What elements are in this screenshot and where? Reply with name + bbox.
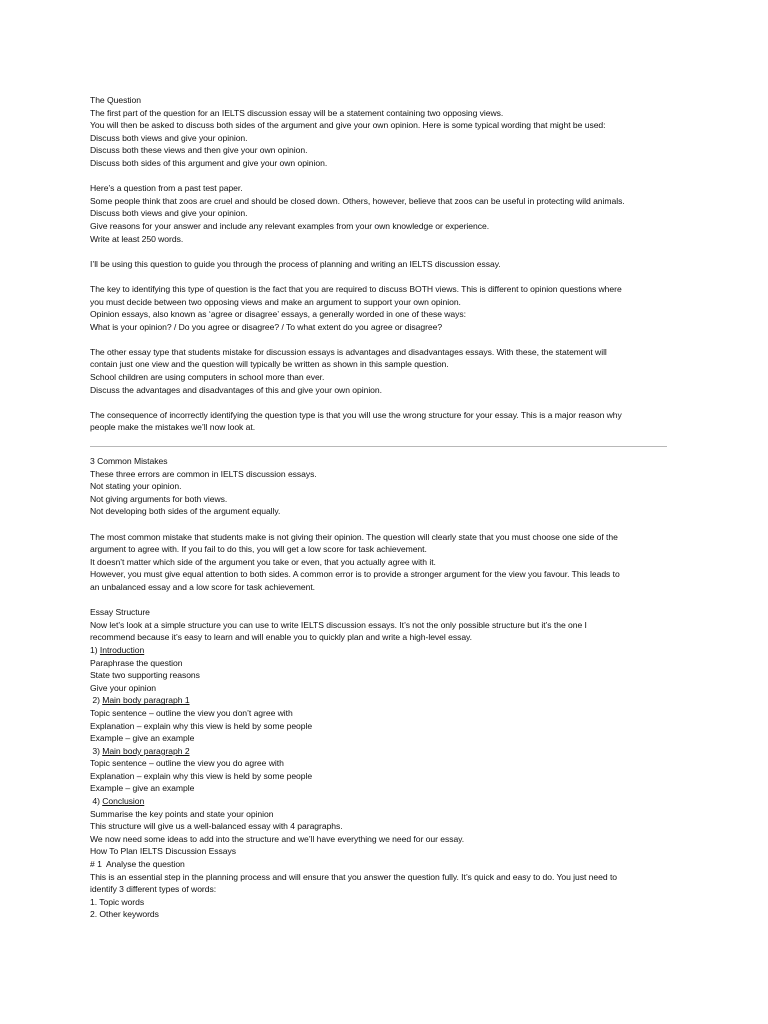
text-line: people make the mistakes we’ll now look at. [90, 422, 256, 433]
section-question [90, 94, 680, 170]
list-item: Example – give an example [90, 783, 195, 794]
structure-part-heading [90, 795, 680, 808]
part-title: Introduction [99, 644, 145, 655]
section-plan [90, 845, 680, 921]
list-item: Explanation – explain why this view is held by some people [90, 770, 313, 781]
horizontal-divider [90, 446, 667, 447]
part-number: 4) [90, 796, 103, 807]
part-title: Main body paragraph 1 [102, 695, 190, 706]
spacer [90, 170, 680, 183]
text-line: Discuss the advantages and disadvantages of this and give your own opinion. [90, 384, 382, 395]
text-line: You will then be asked to discuss both sides of the argument and give your own opinion. Here is some typical wording that might be used: [90, 120, 606, 131]
part-number: 2) [90, 695, 103, 706]
step-heading: # 1 Analyse the question [90, 859, 185, 870]
part-number: 1) [90, 644, 100, 655]
section-structure [90, 606, 680, 845]
past-paper-question [90, 182, 680, 245]
list-item: 2. Other keywords [90, 909, 159, 920]
key-paragraph [90, 283, 680, 333]
text-line: This is an essential step in the planning process and will ensure that you answer the question fully. It’s quick and easy to do. You just need to [90, 871, 618, 882]
text-line: It doesn’t matter which side of the argument you take or even, that you actually agree with it. [90, 556, 436, 567]
text-line: These three errors are common in IELTS discussion essays. [90, 468, 317, 479]
list-item: State two supporting reasons [90, 670, 200, 681]
spacer [90, 245, 680, 258]
list-item: Explanation – explain why this view is held by some people [90, 720, 313, 731]
text-line: Discuss both these views and then give your own opinion. [90, 145, 308, 156]
text-line: Discuss both views and give your opinion. [90, 132, 248, 143]
text-line: The first part of the question for an IELTS discussion essay will be a statement containing two opposing views. [90, 107, 504, 118]
spacer [90, 396, 680, 409]
list-item: Topic sentence – outline the view you do agree with [90, 758, 284, 769]
document-body [90, 94, 680, 921]
part-number: 3) [90, 745, 103, 756]
list-item: Give your opinion [90, 682, 157, 693]
text-line: The key to identifying this type of question is the fact that you are required to discuss BOTH views. This is different to opinion questions where [90, 283, 622, 294]
list-item: Summarise the key points and state your opinion [90, 808, 274, 819]
part-title: Main body paragraph 2 [102, 745, 190, 756]
text-line: Discuss both views and give your opinion. [90, 208, 248, 219]
text-line: School children are using computers in school more than ever. [90, 372, 325, 383]
text-line: contain just one view and the question will typically be written as shown in this sample question. [90, 359, 449, 370]
text-line: Now let’s look at a simple structure you can use to write IELTS discussion essays. It’s not the only possible structure but it’s the one I [90, 619, 587, 630]
text-line: Give reasons for your answer and include any relevant examples from your own knowledge or experience. [90, 220, 490, 231]
spacer [90, 333, 680, 346]
spacer [90, 270, 680, 283]
text-line: I’ll be using this question to guide you through the process of planning and writing an IELTS discussion essay. [90, 258, 501, 269]
list-item: Not stating your opinion. [90, 481, 182, 492]
other-type-paragraph [90, 346, 680, 396]
spacer [90, 518, 680, 531]
list-item: 1. Topic words [90, 896, 145, 907]
section-heading: 3 Common Mistakes [90, 456, 168, 467]
section-mistakes [90, 455, 680, 518]
guide-paragraph [90, 258, 680, 271]
text-line: This structure will give us a well-balanced essay with 4 paragraphs. [90, 821, 343, 832]
text-line: Here’s a question from a past test paper. [90, 183, 243, 194]
text-line: Discuss both sides of this argument and give your own opinion. [90, 157, 328, 168]
section-heading: How To Plan IELTS Discussion Essays [90, 846, 236, 857]
most-common-paragraph [90, 531, 680, 594]
list-item: Example – give an example [90, 733, 195, 744]
text-line: identify 3 different types of words: [90, 884, 217, 895]
structure-part-heading [90, 694, 680, 707]
text-line: recommend because it’s easy to learn and will enable you to quickly plan and write a high-level essay. [90, 632, 472, 643]
text-line: The other essay type that students mistake for discussion essays is advantages and disadvantages essays. With these, the statement will [90, 346, 607, 357]
consequence-paragraph [90, 409, 680, 434]
list-item: Paraphrase the question [90, 657, 183, 668]
spacer [90, 594, 680, 607]
text-line: Some people think that zoos are cruel and should be closed down. Others, however, believe that zoos can be useful in protecting wild animals. [90, 195, 625, 206]
list-item: Not developing both sides of the argument equally. [90, 506, 281, 517]
structure-part-heading [90, 745, 680, 758]
part-title: Conclusion [102, 796, 145, 807]
text-line: Write at least 250 words. [90, 233, 184, 244]
list-item: Not giving arguments for both views. [90, 493, 228, 504]
text-line: Opinion essays, also known as ‘agree or disagree’ essays, a generally worded in one of these ways: [90, 309, 466, 320]
text-line: What is your opinion? / Do you agree or disagree? / To what extent do you agree or disagree? [90, 321, 443, 332]
text-line: argument to agree with. If you fail to do this, you will get a low score for task achievement. [90, 544, 427, 555]
section-heading: Essay Structure [90, 607, 150, 618]
structure-part-heading [90, 644, 680, 657]
list-item: Topic sentence – outline the view you don’t agree with [90, 707, 293, 718]
text-line: We now need some ideas to add into the structure and we’ll have everything we need for our essay. [90, 833, 465, 844]
text-line: you must decide between two opposing views and make an argument to support your own opinion. [90, 296, 461, 307]
section-heading: The Question [90, 95, 141, 105]
text-line: The most common mistake that students make is not giving their opinion. The question will clearly state that you must choose one side of the [90, 531, 618, 542]
text-line: However, you must give equal attention to both sides. A common error is to provide a stronger argument for the view you favour. This leads to [90, 569, 620, 580]
text-line: an unbalanced essay and a low score for task achievement. [90, 581, 316, 592]
text-line: The consequence of incorrectly identifying the question type is that you will use the wrong structure for your essay. This is a major reason why [90, 409, 622, 420]
